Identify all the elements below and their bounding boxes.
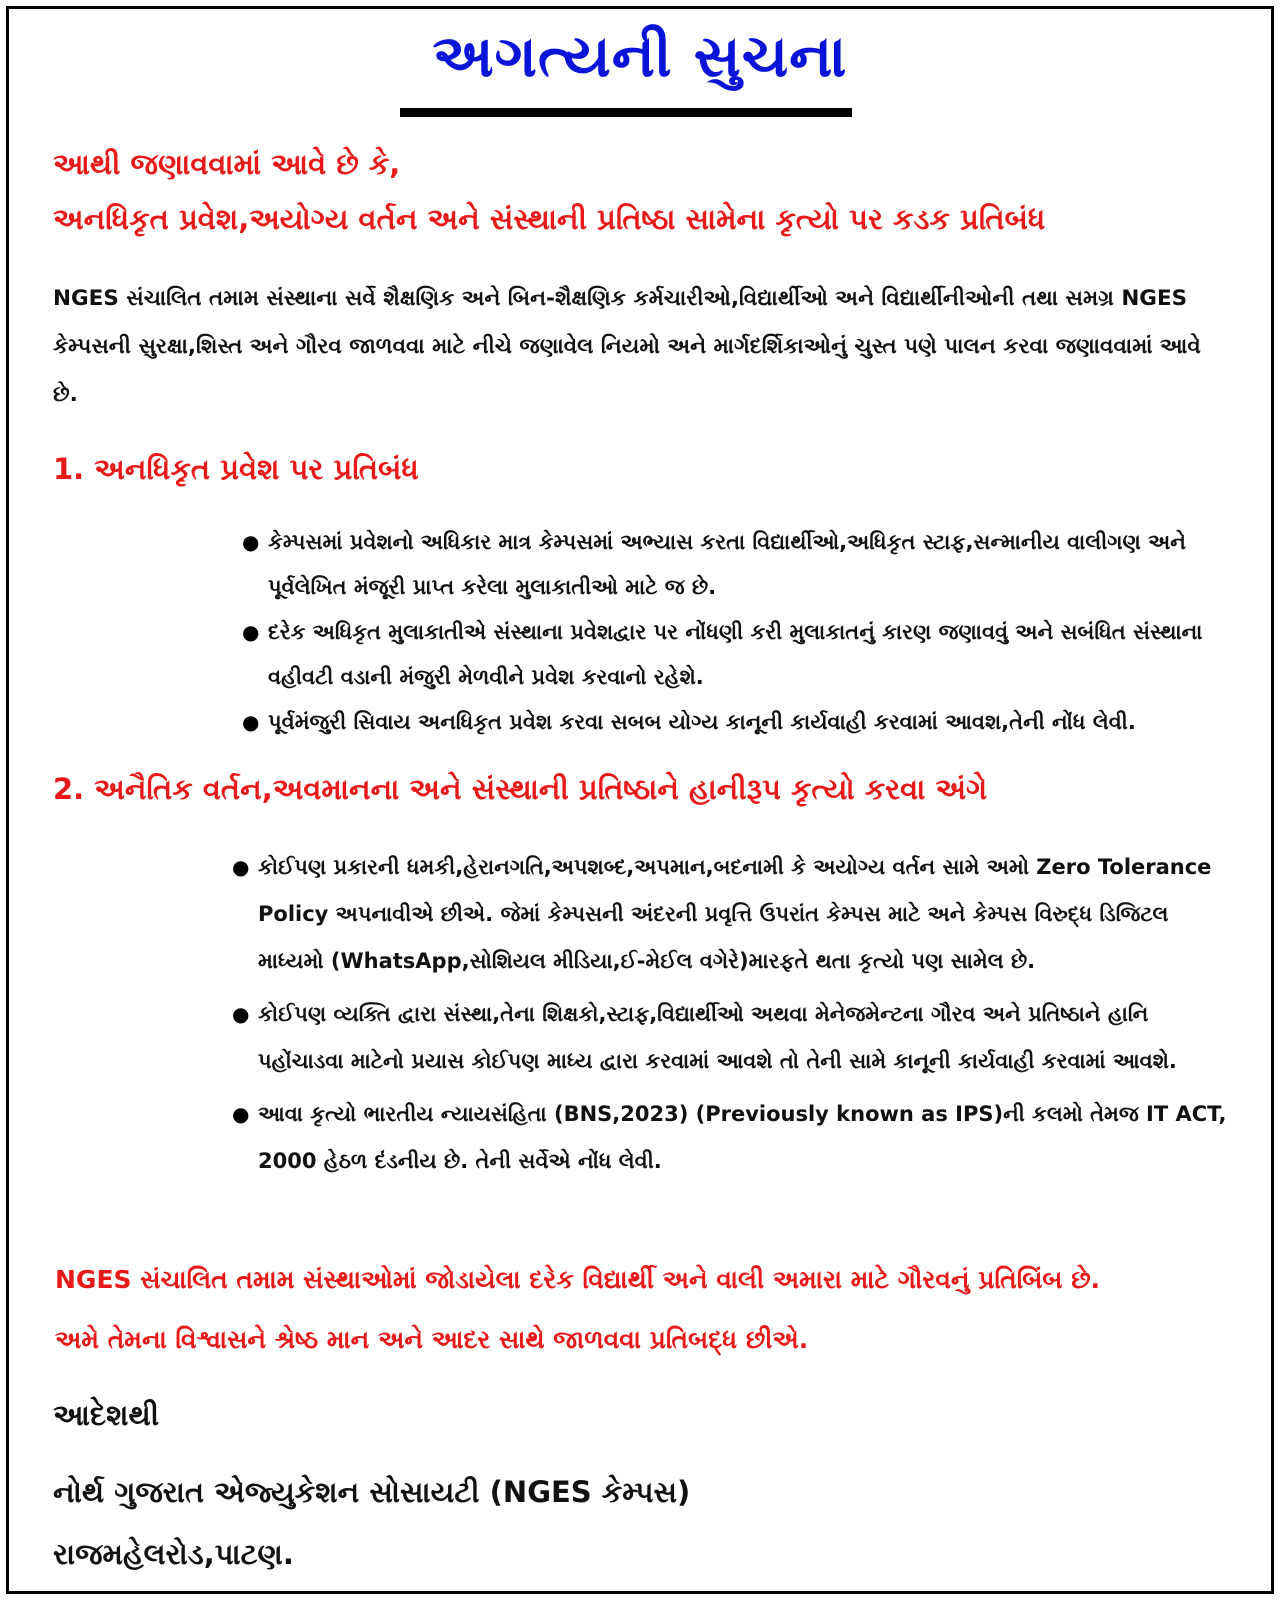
list-item-text: આવા કૃત્યો ભારતીય ન્યાયસંહિતા (BNS,2023) (Previously known as IPS)ની કલમો તેમજ IT ACT, 2000 હેઠળ દંડનીય છે. તેની સર્વેએ નોંધ લેવી.	[258, 1102, 1227, 1173]
intro-line-1: આથી જણાવવામાં આવે છે કે,	[53, 147, 401, 181]
list-item	[242, 610, 1228, 700]
section-2-list	[232, 844, 1228, 1191]
signature-organization: નોર્થ ગુજરાત એજ્યુકેશન સોસાયટી (NGES કેમ્પસ)	[53, 1475, 691, 1509]
bullet-icon: ●	[232, 855, 250, 879]
list-item-text: કેમ્પસમાં પ્રવેશનો અધિકાર માત્ર કેમ્પસમાં અભ્યાસ કરતા વિદ્યાર્થીઓ,અધિકૃત સ્ટાફ,સન્માનીય વાલીગણ અને પૂર્વલેખિત મંજૂરી પ્રાપ્ત કરેલા મુલાકાતીઓ માટે જ છે.	[268, 530, 1186, 599]
list-item-text: દરેક અધિકૃત મુલાકાતીએ સંસ્થાના પ્રવેશદ્વાર પર નોંધણી કરી મુલાકાતનું કારણ જણાવવું અને સબંધિત સંસ્થાના વહીવટી વડાની મંજુરી મેળવીને પ્રવેશ કરવાનો રહેશે.	[268, 620, 1203, 689]
signature-address: રાજમહેલરોડ,પાટણ.	[53, 1537, 294, 1571]
list-item	[232, 991, 1228, 1085]
list-item-text: કોઈપણ વ્યક્તિ દ્વારા સંસ્થા,તેના શિક્ષકો,સ્ટાફ,વિદ્યાર્થીઓ અથવા મેનેજમેન્ટના ગૌરવ અને પ્રતિષ્ઠાને હાનિ પહોંચાડવા માટેનો પ્રયાસ કોઈપણ માધ્ય દ્વારા કરવામાં આવશે તો તેની સામે કાનૂની કાર્યવાહી કરવામાં આવશે.	[258, 1002, 1177, 1073]
list-item	[242, 700, 1228, 745]
bullet-icon: ●	[232, 1102, 250, 1126]
closing-line-1: NGES સંચાલિત તમામ સંસ્થાઓમાં જોડાયેલા દરેક વિદ્યાર્થી અને વાલી અમારા માટે ગૌરવનું પ્રતિબિંબ છે.	[55, 1265, 1101, 1294]
bullet-icon: ●	[242, 710, 260, 734]
section-2-heading: 2. અનૈતિક વર્તન,અવમાનના અને સંસ્થાની પ્રતિષ્ઠાને હાનીરૂપ કૃત્યો કરવા અંગે	[53, 772, 988, 806]
intro-paragraph: NGES સંચાલિત તમામ સંસ્થાના સર્વે શૈક્ષણિક અને બિન-શૈક્ષણિક કર્મચારીઓ,વિદ્યાર્થીઓ અને વિદ્યાર્થીનીઓની તથા સમગ્ર NGES કેમ્પસની સુરક્ષા,શિસ્ત અને ગૌરવ જાળવવા માટે નીચે જણાવેલ નિયમો અને માર્ગદર્શિકાઓનું ચુસ્ત પણે પાલન કરવા જણાવવામાં આવે છે.	[53, 286, 1201, 407]
list-item	[232, 844, 1228, 985]
page-title: અગત્યની સુચના	[432, 22, 848, 90]
list-item	[242, 520, 1228, 610]
bullet-icon: ●	[242, 530, 260, 554]
closing-line-2: અમે તેમના વિશ્વાસને શ્રેષ્ઠ માન અને આદર સાથે જાળવવા પ્રતિબદ્ધ છીએ.	[55, 1325, 809, 1354]
list-item	[232, 1091, 1228, 1185]
title-underline	[400, 108, 852, 117]
section-1-heading: 1. અનધિકૃત પ્રવેશ પર પ્રતિબંધ	[53, 452, 419, 486]
list-item-text: પૂર્વમંજુરી સિવાય અનધિકૃત પ્રવેશ કરવા સબબ યોગ્ય કાનૂની કાર્યવાહી કરવામાં આવશ,તેની નોંધ લેવી.	[268, 710, 1136, 734]
list-item-text: કોઈપણ પ્રકારની ધમકી,હેરાનગતિ,અપશબ્દ,અપમાન,બદનામી કે અયોગ્ય વર્તન સામે અમો Zero Tolerance Policy અપનાવીએ છીએ. જેમાં કેમ્પસની અંદરની પ્રવૃત્તિ ઉપરાંત કેમ્પસ માટે અને કેમ્પસ વિરુદ્ધ ડિજિટલ માધ્યમો (WhatsApp,સોશિયલ મીડિયા,ઈ-મેઈલ વગેરે)મારફતે થતા કૃત્યો પણ સામેલ છે.	[258, 855, 1212, 973]
bullet-icon: ●	[232, 1002, 250, 1026]
bullet-icon: ●	[242, 620, 260, 644]
signature-order: આદેશથી	[53, 1398, 159, 1432]
section-1-list	[242, 520, 1228, 745]
intro-line-2: અનધિકૃત પ્રવેશ,અયોગ્ય વર્તન અને સંસ્થાની પ્રતિષ્ઠા સામેના કૃત્યો પર કડક પ્રતિબંધ	[53, 202, 1046, 236]
